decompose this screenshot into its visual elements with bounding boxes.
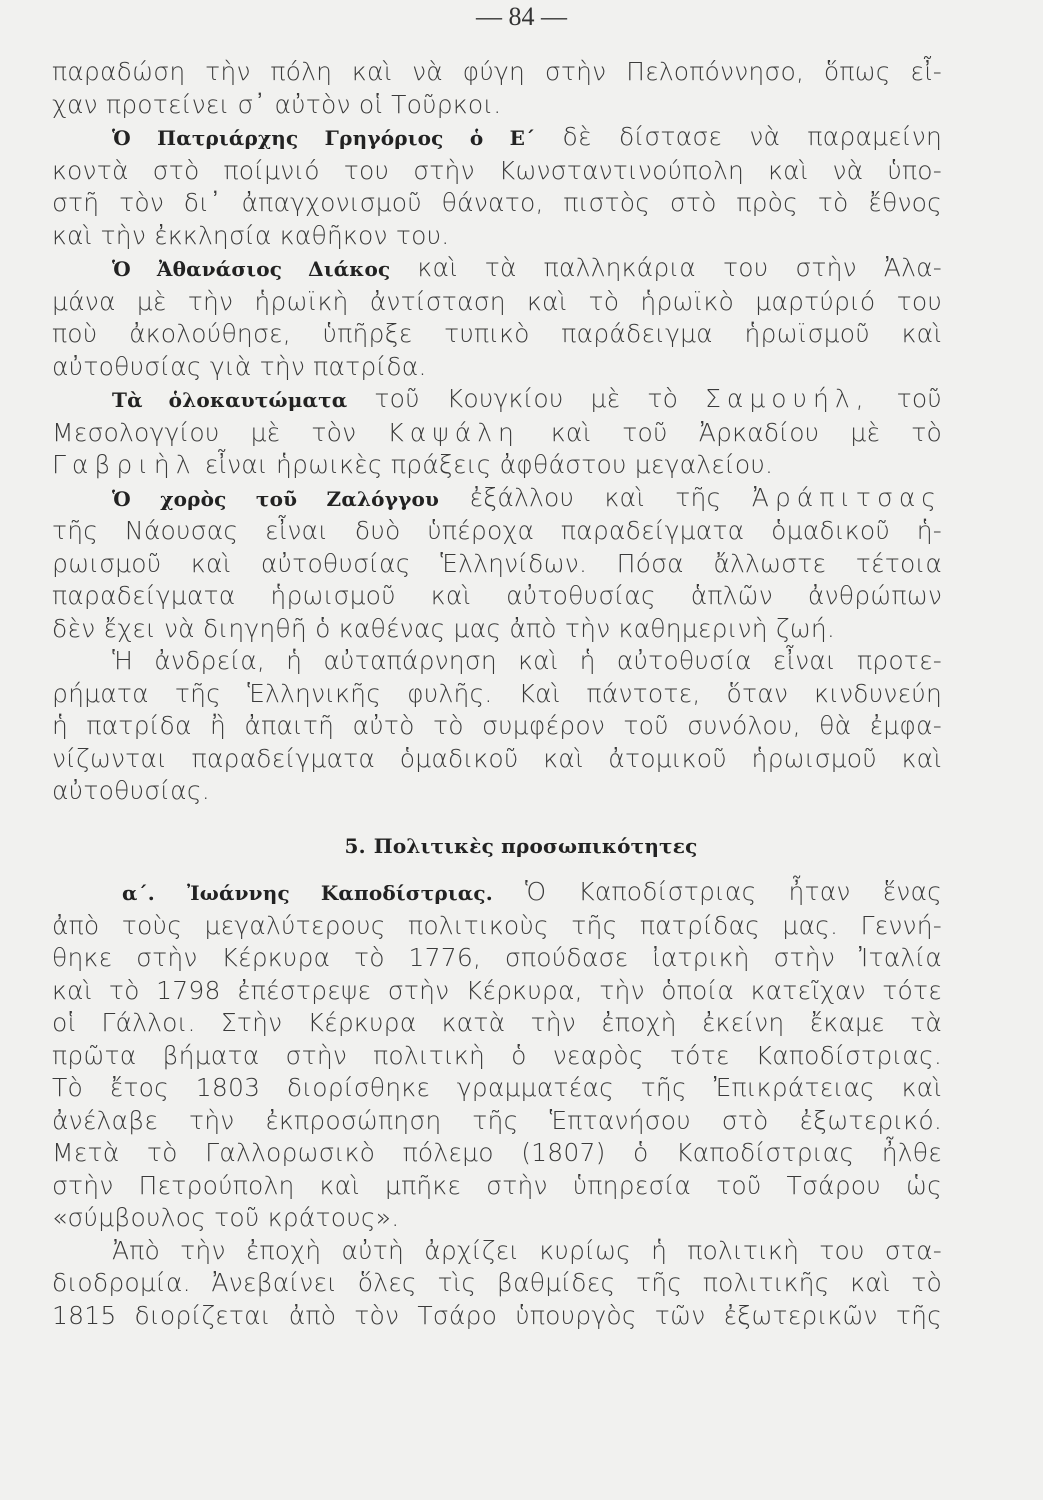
text-span: τοῦ Κουγκίου μὲ τὸ: [374, 384, 679, 413]
item-label: α΄.: [122, 881, 155, 905]
text-line: μάνα μὲ τὴν ἡρωϊκὴ ἀντίσταση καὶ τὸ ἡρωϊκὸ μαρτύριό του: [52, 286, 942, 316]
text-line: οἱ Γάλλοι. Στὴν Κέρκυρα κατὰ τὴν ἐποχὴ ἐκείνη ἔκαμε τὰ: [52, 1008, 942, 1037]
text-line: ποὺ ἀκολούθησε, ὑπῆρξε τυπικὸ παράδειγμα ἡρωϊσμοῦ καὶ: [52, 319, 942, 348]
text-line: «σύμβουλος τοῦ κράτους».: [52, 1203, 400, 1232]
paragraph-start: [52, 121, 942, 155]
text-line: ἡ πατρίδα ἢ ἀπαιτῆ αὐτὸ τὸ συμφέρον τοῦ συνόλου, θὰ ἐμφα-: [52, 711, 942, 740]
bold-lead: Τὰ ὁλοκαυτώματα: [112, 388, 348, 412]
text-line: καὶ τὸ 1798 ἐπέστρεψε στὴν Κέρκυρα, τὴν ὁποία κατεῖχαν τότε: [52, 975, 942, 1005]
text-line: αὐτοθυσίας γιὰ τὴν πατρίδα.: [52, 351, 427, 381]
paragraph-start: [52, 876, 942, 910]
text-line: καὶ τὴν ἐκκλησία καθῆκον του.: [52, 220, 450, 250]
text-line: ἀπὸ τοὺς μεγαλύτερους πολιτικοὺς τῆς πατρίδας μας. Γεννή-: [52, 910, 942, 940]
text-span: Μεσολογγίου μὲ τὸν: [52, 417, 357, 447]
text-line: αὐτοθυσίας.: [52, 776, 210, 805]
text-span: τοῦ: [896, 384, 942, 413]
paragraph-start: Ἡ ἀνδρεία, ἡ αὐταπάρνηση καὶ ἡ αὐτοθυσία εἶναι προτε-: [112, 646, 942, 675]
text-line: παραδώση τὴν πόλη καὶ νὰ φύγη στὴν Πελοπόννησο, ὅπως εἶ-: [52, 57, 942, 86]
text-span: καὶ τοῦ Ἀρκαδίου μὲ τὸ: [550, 417, 942, 447]
text-line: νίζωνται παραδείγματα ὁμαδικοῦ καὶ ἀτομικοῦ ἡρωισμοῦ καὶ: [52, 743, 942, 773]
section-number: 5.: [344, 833, 366, 858]
text-span: δὲ δίστασε νὰ παραμείνη: [562, 122, 942, 151]
text-line: διοδρομία. Ἀνεβαίνει ὅλες τὶς βαθμίδες τῆς πολιτικῆς καὶ τὸ: [52, 1268, 942, 1297]
text-line: 1815 διορίζεται ἀπὸ τὸν Τσάρο ὑπουργὸς τῶν ἐξωτερικῶν τῆς: [52, 1300, 942, 1330]
bold-lead: Ὁ Πατριάρχης Γρηγόριος ὁ Ε΄: [112, 126, 536, 150]
text-line: Μετὰ τὸ Γαλλορωσικὸ πόλεμο (1807) ὁ Καποδίστριας ἦλθε: [52, 1138, 942, 1167]
text-line: ρήματα τῆς Ἑλληνικῆς φυλῆς. Καὶ πάντοτε, ὅταν κινδυνεύη: [52, 678, 942, 708]
text-line: [52, 449, 942, 482]
text-line: πρῶτα βήματα στὴν πολιτικὴ ὁ νεαρὸς τότε Καποδίστριας.: [52, 1040, 942, 1070]
text-line: ἀνέλαβε τὴν ἐκπροσώπηση τῆς Ἑπτανήσου στὸ ἐξωτερικό.: [52, 1105, 942, 1135]
spaced-name: Ἀράπιτσας: [751, 482, 942, 512]
text-line: στῆ τὸν δι᾿ ἀπαγχονισμοῦ θάνατο, πιστὸς στὸ πρὸς τὸ ἔθνος: [52, 188, 942, 217]
section-title: Πολιτικὲς προσωπικότητες: [373, 833, 698, 858]
text-line: δὲν ἔχει νὰ διηγηθῆ ὁ καθένας μας ἀπὸ τὴν καθημερινὴ ζωή.: [52, 613, 836, 643]
text-line: ρωισμοῦ καὶ αὐτοθυσίας Ἑλληνίδων. Πόσα ἄλλωστε τέτοια: [52, 548, 942, 578]
text-line: στὴν Πετρούπολη καὶ μπῆκε στὴν ὑπηρεσία τοῦ Τσάρου ὡς: [52, 1170, 942, 1200]
text-line: κοντὰ στὸ ποίμνιό του στὴν Κωνσταντινούπολη καὶ νὰ ὑπο-: [52, 155, 942, 185]
spaced-name: Γαβριὴλ: [52, 450, 197, 479]
text-span: εἶναι ἡρωικὲς πράξεις ἀφθάστου μεγαλείου.: [204, 450, 774, 479]
text-line: Τὸ ἔτος 1803 διορίσθηκε γραμματέας τῆς Ἐπικράτειας καὶ: [52, 1073, 942, 1102]
text-line: παραδείγματα ἡρωισμοῦ καὶ αὐτοθυσίας ἁπλῶν ἀνθρώπων: [52, 581, 942, 610]
page-body: [52, 56, 942, 1332]
section-heading: [52, 830, 942, 863]
text-line: χαν προτείνει σ᾿ αὐτὸν οἱ Τοῦρκοι.: [52, 89, 502, 119]
bold-lead: Ἰωάννης Καποδίστριας.: [186, 881, 493, 905]
paragraph-start: [52, 383, 942, 417]
text-span: Ὁ Καποδίστριας ἦταν ἕνας: [524, 877, 942, 906]
text-line: [52, 417, 942, 450]
text-line: τῆς Νάουσας εἶναι δυὸ ὑπέροχα παραδείγματα ὁμαδικοῦ ἡ-: [52, 516, 942, 545]
bold-lead: Ὁ χορὸς τοῦ Ζαλόγγου: [112, 486, 440, 511]
paragraph-start: [52, 482, 942, 516]
text-span: καὶ τὰ παλληκάρια του στὴν Ἀλα-: [417, 253, 942, 282]
spaced-name: Καψάλη: [387, 417, 520, 447]
bold-lead: Ὁ Ἀθανάσιος Διάκος: [112, 257, 391, 281]
spaced-name: Σαμουήλ,: [705, 384, 870, 413]
text-line: θηκε στὴν Κέρκυρα τὸ 1776, σπούδασε ἰατρικὴ στὴν Ἰταλία: [52, 943, 942, 972]
page-number: — 84 —: [476, 2, 567, 31]
paragraph-start: [52, 252, 942, 286]
text-span: ἐξάλλου καὶ τῆς: [469, 482, 722, 512]
paragraph-start: Ἀπὸ τὴν ἐποχὴ αὐτὴ ἀρχίζει κυρίως ἡ πολιτικὴ του στα-: [112, 1235, 942, 1265]
